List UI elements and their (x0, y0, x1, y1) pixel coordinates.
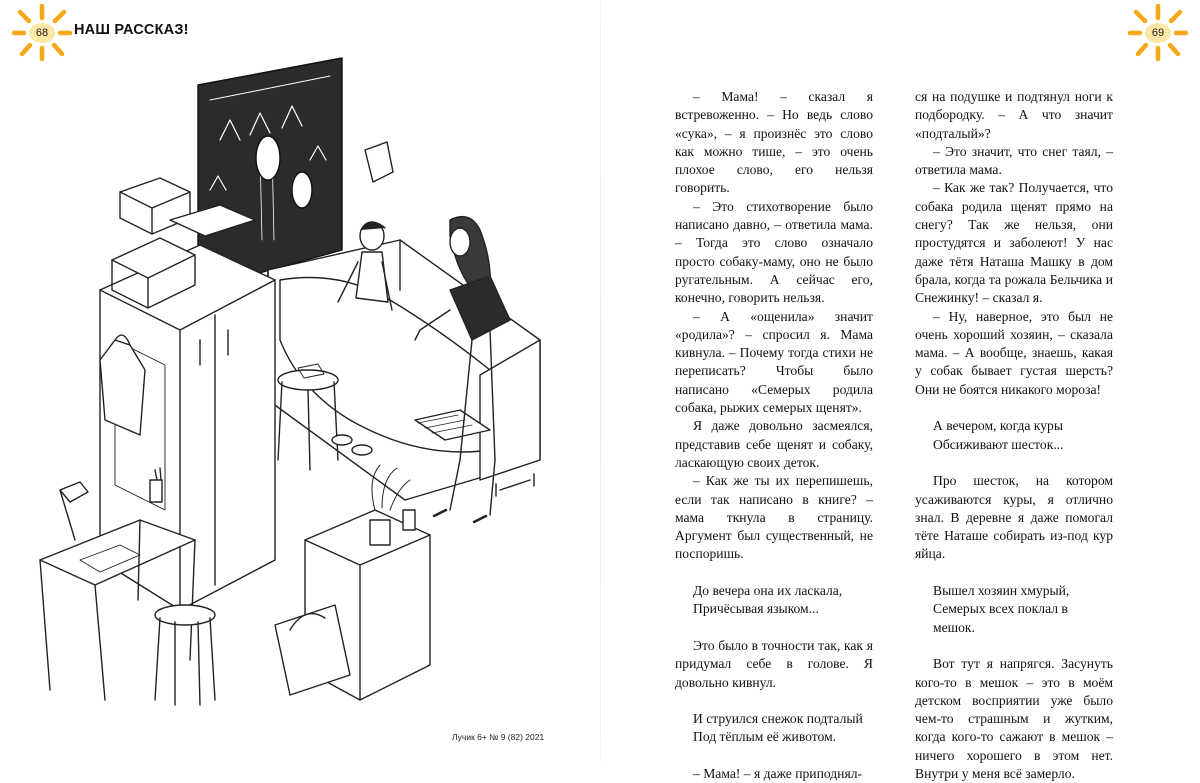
bag (275, 605, 350, 695)
stool (155, 605, 215, 705)
paragraph: – Мама! – я даже приподнял- (693, 765, 863, 781)
paragraph: – Это значит, что снег таял, – ответила мама. (915, 143, 1113, 178)
paragraph: – А «ощенила» значит «родила»? – спросил я. Мама кивнула. – Почему тогда стихи не переписать? Чтобы было написано «Семерых родила собака, рыжих семерых щенят». (675, 308, 873, 416)
page-number-right: 69 (1145, 23, 1171, 43)
paragraph: Про шесток, на котором усаживаются куры, я отлично знал. В деревне я даже помогал тёте Наташе собирать из-под кур яйца. (915, 473, 1113, 562)
magazine-imprint: Лучик 6+ № 9 (82) 2021 (452, 732, 545, 742)
poem-line: А вечером, когда куры (933, 418, 1063, 434)
paragraph: – Ну, наверное, это был не очень хороший хозяин, – сказала мама. – А вообще, знаешь, какая у собак бывает густая шерсть? Они не боятся никакого мороза! (915, 308, 1113, 397)
paragraph: – Как же так? Получается, что собака родила щенят прямо на снегу? Так же нельзя, они простудятся и заболеют! У нас даже тётя Наташа Машку в дом брала, когда та рожала Бельчика и Снежинку! – сказал я. (915, 180, 1113, 306)
article-column-1 (675, 88, 873, 783)
paragraph-continuation: ся на подушке и подтянул ноги к подбородку. – А что значит «подталый»? (915, 89, 1113, 141)
poem-line: Семерых всех поклал в мешок. (933, 601, 1068, 635)
poem-line: Обсиживают шесток... (933, 436, 1064, 452)
dumbbells (496, 474, 534, 496)
poem-line: Под тёплым её животом. (693, 729, 837, 745)
paragraph: Это было в точности так, как я придумал себе в голове. Я довольно кивнул. (675, 637, 873, 690)
page-number-badge-right (1128, 2, 1188, 62)
story-illustration (20, 40, 580, 710)
paragraph: – Это стихотворение было написано давно, – ответила мама. – Тогда это слово означало просто собаку-маму, оно не было ругательным. А сейчас его, конечно, говорить нельзя. (675, 198, 873, 306)
poem-line: И струился снежок подталый (693, 711, 863, 727)
section-title: НАШ РАССКАЗ! (74, 22, 189, 38)
page-gutter (600, 0, 601, 761)
article-column-2 (915, 88, 1113, 783)
paragraph: Я даже довольно засмеялся, представив себе щенят и собаку, ласкающую своих деток. (675, 418, 873, 470)
paragraph: Вот тут я напрягся. Засунуть кого-то в мешок – это в моём детском восприятии уже было чем-то страшным и жутким, когда кого-то сажают в мешок – ничего хорошего в этом нет. Внутри у меня всё замерло. (915, 656, 1113, 781)
poem-line: До вечера она их ласкала, (693, 583, 843, 599)
page-number-left: 68 (29, 23, 55, 43)
poem-line: Причёсывая языком... (693, 601, 819, 617)
poem-line: Вышел хозяин хмурый, (933, 583, 1070, 599)
paragraph: – Как же ты их перепишешь, если так написано в книге? – мама ткнула в страницу. Аргумент был существенный, не поспоришь. (675, 473, 873, 562)
paragraph: – Мама! – сказал я встревоженно. – Но ведь слово «сука», – я произнёс это слово как можно тише, – это очень плохое слово, его нельзя говорить. (675, 89, 873, 196)
